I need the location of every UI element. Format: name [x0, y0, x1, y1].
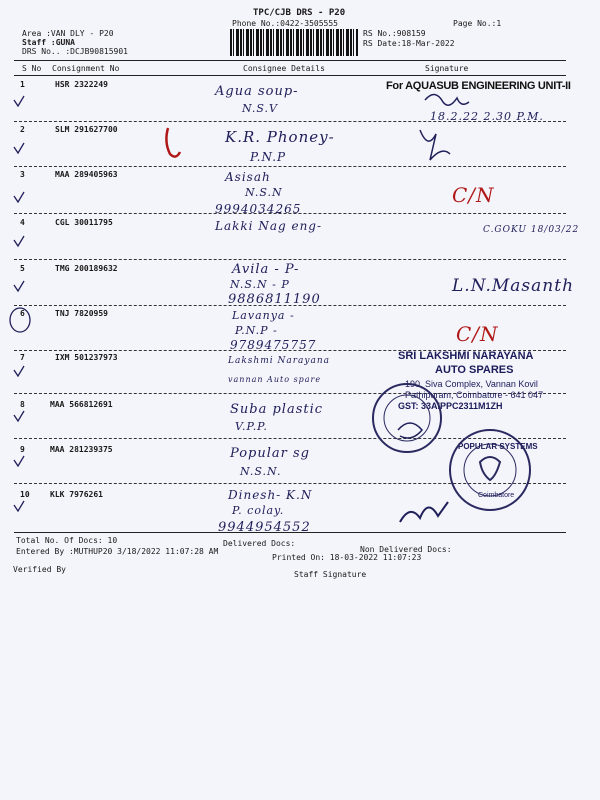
footer-entered-by: Entered By :MUTHUP20 3/18/2022 11:07:28 AM — [16, 547, 219, 556]
rs-date: RS Date:18-Mar-2022 — [363, 39, 455, 48]
red-mark — [166, 128, 180, 157]
staff-label: Staff :GUNA — [22, 38, 75, 47]
signature-note: 18.2.22 2.30 P.M. — [430, 110, 544, 123]
footer-non-delivered-docs: Non Delivered Docs: — [360, 545, 452, 554]
signature-note: C.GOKU 18/03/22 — [483, 225, 580, 235]
cn-mark: C/N — [452, 183, 495, 207]
signature-mark-1 — [425, 94, 469, 105]
phone-number: Phone No.:0422-3505555 — [232, 19, 338, 28]
consignee-name: Suba plastic — [230, 402, 324, 417]
col-sno: S No — [22, 64, 42, 73]
popular-seal-city: Coimbatore — [478, 492, 515, 499]
consignee-name: Popular sg — [230, 446, 310, 461]
sln-stamp-city: Pathipuram, Coimbatore - 641 047 — [405, 390, 544, 400]
sln-stamp-name: SRI LAKSHMI NARAYANA — [398, 350, 534, 362]
popular-seal-name: POPULAR SYSTEMS — [458, 442, 538, 451]
consignee-ref: N.S.N — [245, 186, 283, 199]
tick-icon — [14, 236, 24, 246]
footer-printed-on: Printed On: 18-03-2022 11:07:23 — [272, 553, 422, 562]
consignee-ref: N.S.V — [242, 102, 279, 115]
tick-icon — [14, 456, 24, 466]
consignee-name: Asisah — [225, 170, 271, 184]
signature-mark-10 — [400, 502, 448, 522]
drs-number: DRS No.. :DCJB90815901 — [22, 47, 128, 56]
rs-number: RS No.:908159 — [363, 29, 426, 38]
consignee-phone: 9994034265 — [215, 202, 302, 216]
signature-mark-2 — [420, 130, 450, 160]
row-sno: 6 — [20, 309, 25, 318]
popular-logo-icon — [480, 457, 500, 480]
consignee-phone: 9789475757 — [230, 338, 317, 352]
row-sno: 2 — [20, 125, 25, 134]
tick-icon — [14, 281, 24, 291]
tick-icon — [14, 96, 24, 106]
footer-staff-signature: Staff Signature — [294, 570, 367, 579]
consignee-phone: 9886811190 — [228, 292, 321, 307]
tick-icon — [14, 143, 24, 153]
row-consignment: CGL 30011795 — [55, 218, 113, 227]
consignee-name: Dinesh- K.N — [228, 488, 313, 502]
consignee-ref: V.P.P. — [235, 420, 268, 433]
row-sno: 8 — [20, 400, 25, 409]
row-consignment: MAA 566812691 — [50, 400, 113, 409]
row-consignment: KLK 7976261 — [50, 490, 103, 499]
tick-icon — [14, 501, 24, 511]
col-signature: Signature — [425, 64, 469, 73]
round-seal-left — [373, 384, 441, 452]
page-number: Page No.:1 — [453, 19, 502, 28]
signature-mark-8 — [398, 423, 422, 438]
footer-total-docs: Total No. Of Docs: 10 — [16, 536, 118, 545]
row-sno: 5 — [20, 264, 25, 273]
row-consignment: MAA 281239375 — [50, 445, 113, 454]
round-seal-popular — [450, 430, 530, 510]
row-sno: 10 — [20, 490, 30, 499]
area-label: Area :VAN DLY - P20 — [22, 29, 114, 38]
col-consignment: Consignment No — [52, 64, 120, 73]
consignee-name: K.R. Phoney- — [225, 128, 335, 146]
tick-icon — [14, 192, 24, 202]
consignee-ref: P. colay. — [232, 504, 285, 517]
consignee-ref: vannan Auto spare — [228, 375, 322, 384]
row-consignment: TNJ 7820959 — [55, 309, 108, 318]
row-consignment: MAA 289405963 — [55, 170, 118, 179]
row-sno: 3 — [20, 170, 25, 179]
row-sno: 4 — [20, 218, 25, 227]
circle-mark-icon — [10, 308, 30, 332]
cn-mark: C/N — [456, 322, 499, 346]
round-seal-left-inner — [384, 395, 430, 441]
signature-name: L.N.Masanth — [452, 276, 575, 296]
consignee-name: Avila - P- — [232, 262, 300, 277]
footer-delivered-docs: Delivered Docs: — [223, 539, 296, 548]
consignee-name: Lakki Nag eng- — [215, 219, 323, 233]
tick-icon — [14, 411, 24, 421]
consignee-name: Lakshmi Narayana — [228, 356, 331, 366]
consignee-ref: N.S.N. — [240, 465, 282, 478]
round-seal-popular-inner — [464, 444, 516, 496]
col-consignee: Consignee Details — [243, 64, 325, 73]
row-consignment: TMG 200189632 — [55, 264, 118, 273]
consignee-ref: N.S.N - P — [230, 278, 290, 291]
row-consignment: SLM 291627700 — [55, 125, 118, 134]
consignee-phone: 9944954552 — [218, 520, 311, 535]
row-sno: 1 — [20, 80, 25, 89]
document-title: TPC/CJB DRS - P20 — [253, 8, 346, 18]
sln-stamp-address: 190, Siva Complex, Vannan Kovil — [405, 379, 538, 389]
consignee-name: Lavanya - — [232, 309, 295, 322]
tick-icon — [14, 366, 24, 376]
footer-verified-by: Verified By — [13, 565, 66, 574]
sln-stamp-sub: AUTO SPARES — [435, 364, 514, 376]
consignee-ref: P.N.P — [250, 150, 287, 164]
consignee-name: Agua soup- — [215, 84, 299, 99]
consignee-ref: P.N.P - — [235, 324, 278, 337]
row-consignment: HSR 2322249 — [55, 80, 108, 89]
row-consignment: IXM 501237973 — [55, 353, 118, 362]
sln-stamp-gst: GST: 33AIPPC2311M1ZH — [398, 401, 503, 411]
aquasub-stamp: For AQUASUB ENGINEERING UNIT-II — [386, 80, 571, 92]
row-sno: 9 — [20, 445, 25, 454]
row-sno: 7 — [20, 353, 25, 362]
